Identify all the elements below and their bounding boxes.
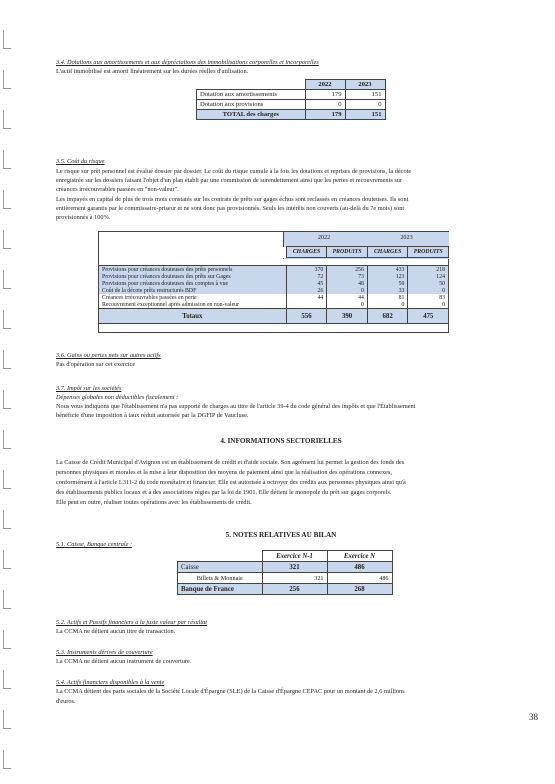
section-heading-3-6: 3.6. Gains ou pertes nets sur autres actifs: [56, 352, 161, 359]
section-heading-5-2: 5.2. Actifs et Passifs financiers à la juste valeur par résultat: [56, 619, 208, 626]
year-header: 2023: [400, 234, 413, 241]
paragraph-line: enregistrée sur les dossiers faisant l'objet d'un plan établi par une commission de surendettement ainsi que les pertes et recouvrements sur: [56, 177, 403, 184]
paragraph-line: entièrement garantis par le commissaire-priseur et ne sont donc pas provisionnés. Seuls les intérêts non couverts (au-delà du 7e mois) sont: [56, 205, 405, 212]
table-row: Dotation aux amortissements 179 151: [197, 90, 386, 100]
table-row: Provisions pour créances douteuses des comptes à vue 45 48 50 50: [99, 280, 449, 287]
section-heading-3-7: 3.7. Impôt sur les sociétés: [56, 385, 122, 392]
table-caisse: [177, 550, 393, 595]
table-row: Coût de la décote prêts restructurés BDF 26 0 33 0: [99, 287, 449, 294]
paragraph-line: conformément à l'article L311-2 du code monétaire et financier. Elle est autorisée à octroyer des crédits aux personnes physiques ainsi qu'à: [56, 479, 406, 486]
table-cout-du-risque: CHARGES PRODUITS CHARGES PRODUITS Provisions pour créances douteuses des prêts personnels 370 256 433 218 Provisions pour créances douteuses des prêts sur Gages 72 73 123 124 Provisions pour créances douteuses des comptes à vue 45 48 50 50 Coût de la décote prêts restructurés BDF 26 0 33 0 Créances irrécouvrables passées en perte 44 44 81 83 Recouvrement exceptionnel après admission en non-valeur 0 0 0 Totaux 556 390 682 475: [98, 246, 449, 324]
table-row: Provisions pour créances douteuses des prêts personnels 370 256 433 218: [99, 266, 449, 274]
section-heading-5-3: 5.3. Instruments dérivés de couverture: [56, 649, 153, 656]
section-text-3-6: Pas d'opération sur cet exercice: [56, 361, 136, 368]
table-row: Recouvrement exceptionnel après admission en non-valeur 0 0 0: [99, 301, 449, 309]
paragraph-line: Les impayés en capital de plus de trois mois constatés sur les contrats de prêts sur gages échus sont reclassés en créances douteuses. Ils sont: [56, 196, 409, 203]
column-header: Exercice N-1: [262, 551, 327, 562]
table-row: Dotation aux provisions 0 0: [197, 100, 386, 110]
section-title-5: 5. NOTES RELATIVES AU BILAN: [225, 531, 337, 539]
section-text-3-4: L'actif immobilisé est amorti linéairement sur les durées réelles d'utilisation.: [56, 68, 249, 75]
paragraph-line: Nous vous indiquons que l'établissement n'a pas supporté de charges au titre de l'article 39-4 du code général des impôts et que l'Établissement: [56, 403, 416, 410]
paragraph-line: Le risque sur prêt personnel est évalué dossier par dossier. Le coût du risque cumule à la fois les dotations et reprises de provisions, la décote: [56, 168, 412, 175]
paragraph-line: Elle peut en outre, réaliser toutes opérations avec les établissements de crédit.: [56, 499, 252, 506]
section-heading-3-5: 3.5. Coût du risque: [56, 158, 105, 165]
page-number: 38: [529, 712, 538, 722]
table-amortissements: [196, 79, 386, 120]
section-heading-5-1: 5.1. Caisse, Banque centrale :: [56, 541, 133, 548]
table-total-row: Totaux 556 390 682 475: [99, 309, 449, 324]
paragraph-line: créances irrécouvrables passées en "non-valeur".: [56, 186, 179, 193]
year-header: 2022: [317, 234, 331, 241]
paragraph-line: personnes physiques et morales et la mise à leur disposition des moyens de paiement ainsi que la réalisation des opérations connexes,: [56, 469, 392, 476]
paragraph-line: d'euros.: [56, 698, 76, 705]
column-header: Exercice N: [327, 551, 392, 562]
table-row: Caisse 321 486: [178, 562, 393, 573]
section-heading-3-4: 3.4. Dotations aux amortissements et aux dépréciations des immobilisations corporelles et incorporelles: [56, 59, 319, 66]
table-row: Banque de France 256 268: [178, 584, 393, 595]
subheading-3-7: Dépenses globales non déductibles fiscalement :: [56, 394, 179, 401]
paragraph-line: La CCMA détient des parts sociales de la Société Locale d'Épargne (SLE) de la Caisse d'Épargne CEPAC pour un montant de 2,6 millions: [56, 688, 405, 695]
paragraph-line: La Caisse de Crédit Municipal d'Avignon est un établissement de crédit et d'aide sociale. Son agrément lui permet la gestion des fonds des: [56, 459, 405, 466]
section-heading-5-4: 5.4. Actifs financiers disponibles à la vente: [56, 679, 165, 686]
year-header: 2022: [305, 80, 345, 90]
table-row: Créances irrécouvrables passées en perte 44 44 81 83: [99, 294, 449, 301]
year-header: 2023: [345, 80, 385, 90]
table-total-row: TOTAL des charges 179 151: [197, 110, 386, 120]
paragraph-line: bénéficie d'une imposition à taux réduit autorisée par la DGFIP de Vaucluse.: [56, 412, 249, 419]
paragraph-line: des établissements publics locaux et à des associations régies par la loi de 1901. Elle détient le monopole du prêt sur gages corporels.: [56, 489, 392, 496]
section-title-4: 4. INFORMATIONS SECTORIELLES: [220, 437, 342, 445]
paragraph-line: provisionnés à 100%.: [56, 214, 111, 221]
table-row: Provisions pour créances douteuses des prêts sur Gages 72 73 123 124: [99, 273, 449, 280]
section-text-5-2: La CCMA ne détient aucun titre de transaction.: [56, 628, 176, 635]
table-row: Billets & Monnaie 321 486: [178, 573, 393, 584]
binder-marks: [0, 0, 14, 784]
section-text-5-3: La CCMA ne détient aucun instrument de couverture.: [56, 658, 192, 665]
